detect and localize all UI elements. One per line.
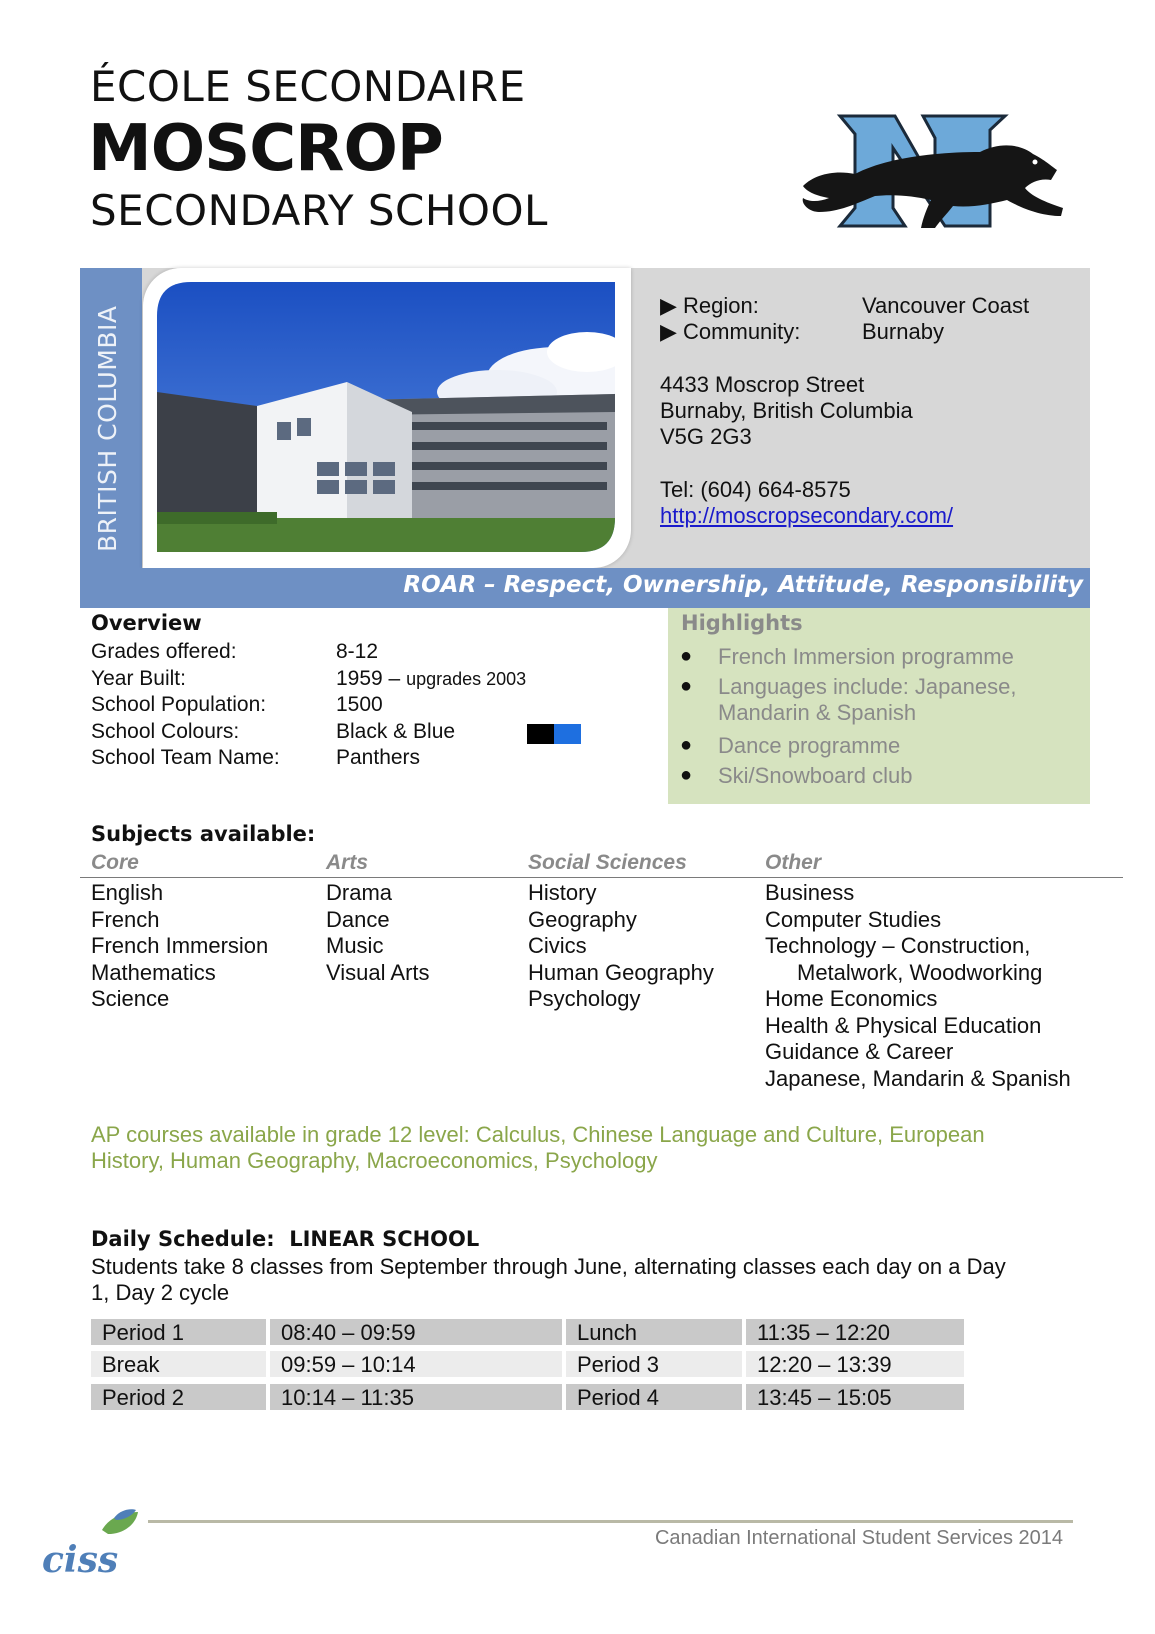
subject-item: Science [91,986,170,1011]
overview-label: School Colours: [91,720,240,743]
schedule-description-line-1: Students take 8 classes from September through June, alternating classes each day on a Day [91,1254,1006,1279]
subject-item: Geography [528,906,637,932]
subject-item: Human Geography [528,959,714,985]
school-name: MOSCROP [88,112,443,186]
overview-value: 1959 – upgrades 2003 [336,667,527,690]
motto: ROAR – Respect, Ownership, Attitude, Responsibility [403,572,1083,598]
subject-list-social-sciences [528,880,714,1013]
colour-swatch-black [527,724,554,744]
subject-item: English [91,880,164,905]
highlight-item: Languages include: Japanese, [718,674,1017,699]
address-line-3: V5G 2G3 [660,424,752,449]
subject-item: Guidance & Career [765,1039,954,1064]
overview-title: Overview [91,611,202,635]
schedule-type: LINEAR SCHOOL [289,1227,480,1251]
subject-item: French [91,906,160,932]
schedule-cell: 08:40 – 09:59 [270,1319,562,1345]
panther-logo [795,108,1085,238]
subjects-heading-other: Other [765,851,822,874]
region-value: Vancouver Coast [862,293,1030,318]
subject-item: History [528,880,597,905]
schedule-cell: Period 4 [566,1384,742,1410]
schedule-cell: 09:59 – 10:14 [270,1351,562,1377]
subjects-divider [80,877,1123,878]
overview-label: School Population: [91,693,267,716]
subjects-heading-core: Core [91,851,139,874]
schedule-description-line-2: 1, Day 2 cycle [91,1280,230,1305]
region-label: ▶ Region: [660,293,759,318]
subject-item: Visual Arts [326,959,430,985]
subject-item: Technology – Construction, [765,933,1031,958]
footer-divider [148,1520,1073,1523]
subject-item: French Immersion [91,933,269,958]
address-line-1: 4433 Moscrop Street [660,372,865,397]
community-value: Burnaby [862,319,944,344]
overview-value: 1500 [336,693,383,716]
subject-item: Metalwork, Woodworking [797,959,1043,985]
subject-item: Home Economics [765,986,938,1011]
subject-item: Drama [326,880,393,905]
footer-credit: Canadian International Student Services 2014 [654,1527,1063,1549]
schedule-cell: Break [91,1351,266,1377]
schedule-title [91,1227,479,1251]
address-line-2: Burnaby, British Columbia [660,398,913,423]
title-line-3: SECONDARY SCHOOL [90,186,548,235]
bullet-icon: ● [680,675,693,697]
schedule-cell: 12:20 – 13:39 [746,1351,964,1377]
highlight-item: Dance programme [718,733,901,758]
community-label: ▶ Community: [660,319,801,344]
bullet-icon: ● [680,764,693,786]
schedule-cell: 13:45 – 15:05 [746,1384,964,1410]
subject-item: Civics [528,933,587,958]
overview-note: upgrades 2003 [406,669,527,689]
subject-item: Japanese, Mandarin & Spanish [765,1065,1071,1091]
highlight-item: Mandarin & Spanish [718,700,917,725]
ciss-logo [40,1508,150,1578]
subject-item: Mathematics [91,959,216,985]
overview-value: Panthers [336,746,421,769]
schedule-cell: 11:35 – 12:20 [746,1319,964,1345]
subject-item: Business [765,880,855,905]
ap-courses-line-2: History, Human Geography, Macroeconomics, Psychology [91,1148,658,1173]
overview-label: Year Built: [91,667,186,690]
colour-swatch-blue [554,724,581,744]
ciss-logo-text: ciss [42,1539,119,1578]
schedule-cell: Period 1 [91,1319,266,1345]
play-arrow-icon: ▶ [660,319,677,344]
overview-label: Grades offered: [91,640,237,663]
subject-item: Health & Physical Education [765,1012,1042,1038]
schedule-cell: Period 2 [91,1384,266,1410]
subjects-title: Subjects available: [91,822,316,846]
subject-list-core [91,880,268,1013]
overview-value: 8-12 [336,640,379,663]
subject-item: Computer Studies [765,906,942,932]
subject-list-other [765,880,1071,1092]
bullet-icon: ● [680,645,693,667]
school-building-photo [157,282,615,552]
subject-list-arts [326,880,430,986]
subject-item: Dance [326,906,390,932]
schedule-cell: Lunch [566,1319,742,1345]
highlight-item: French Immersion programme [718,644,1014,669]
province-label: BRITISH COLUMBIA [93,305,122,552]
title-line-1: ÉCOLE SECONDAIRE [90,62,526,111]
subject-item: Psychology [528,986,641,1011]
ap-courses-line-1: AP courses available in grade 12 level: Calculus, Chinese Language and Culture, European [91,1122,985,1147]
highlights-title: Highlights [681,611,803,635]
schedule-cell: Period 3 [566,1351,742,1377]
bullet-icon: ● [680,734,693,756]
website-link-wrap [660,503,953,529]
website-link[interactable]: http://moscropsecondary.com/ [660,503,954,528]
overview-value: Black & Blue [336,720,456,743]
highlight-item: Ski/Snowboard club [718,763,913,788]
subjects-heading-arts: Arts [326,851,369,874]
play-arrow-icon: ▶ [660,293,677,318]
schedule-cell: 10:14 – 11:35 [270,1384,562,1410]
schedule-title-prefix: Daily Schedule: [91,1227,275,1251]
subject-item: Music [326,933,384,958]
telephone: Tel: (604) 664-8575 [660,477,851,502]
subjects-heading-social-sciences: Social Sciences [528,851,687,874]
overview-label: School Team Name: [91,746,280,769]
